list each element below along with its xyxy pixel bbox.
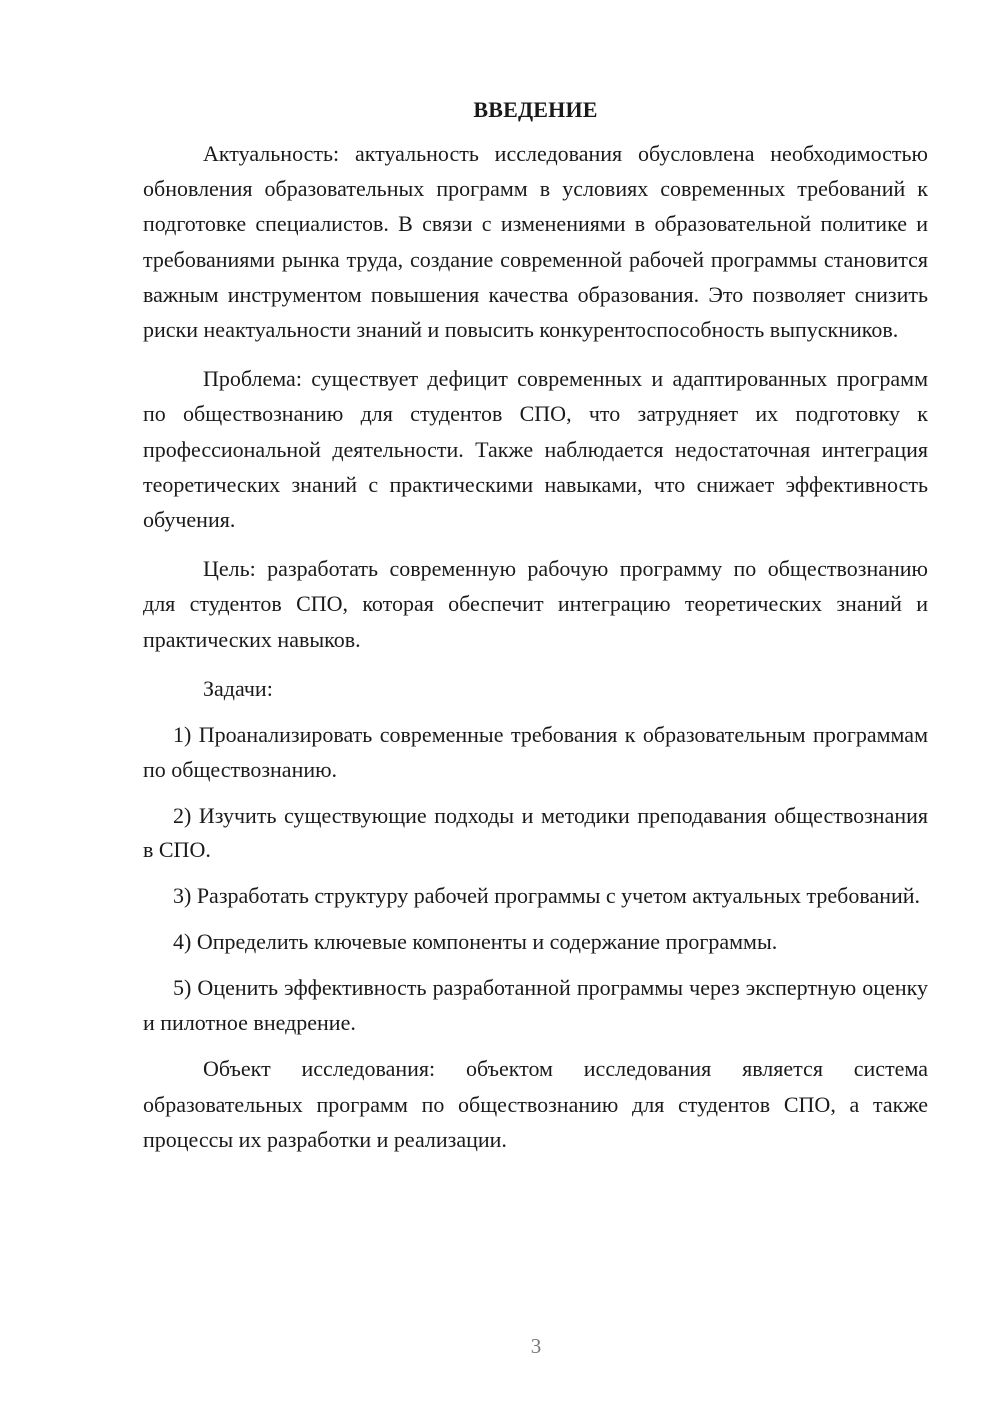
object-paragraph: Объект исследования: объектом исследования является система образовательных программ по обществознанию для студентов СПО, а также процессы их разработки и реализации. [143, 1056, 928, 1152]
page-number: 3 [530, 1334, 542, 1358]
section-heading: ВВЕДЕНИЕ [473, 97, 598, 122]
tasks-label: Задачи: [203, 675, 273, 701]
list-item: 3) Разработать структуру рабочей программы с учетом актуальных требований. [173, 883, 921, 909]
list-item: 1) Проанализировать современные требования к образовательным программам по обществознанию. [143, 722, 928, 782]
goal-paragraph: Цель: разработать современную рабочую программу по обществознанию для студентов СПО, которая обеспечит интеграцию теоретических знаний и практических навыков. [143, 556, 928, 652]
list-item: 2) Изучить существующие подходы и методики преподавания обществознания в СПО. [143, 802, 928, 863]
relevance-paragraph: Актуальность: актуальность исследования обусловлена необходимостью обновления образовательных программ в условиях современных требований к подготовке специалистов. В связи с изменениями в образовательной политике и требованиями рынка труда, создание современной рабочей программы становится важным инструментом повышения качества образования. Это позволяет снизить риски неактуальности знаний и повысить конкурентоспособность выпускников. [143, 141, 928, 343]
problem-paragraph: Проблема: существует дефицит современных и адаптированных программ по обществознанию для студентов СПО, что затрудняет их подготовку к профессиональной деятельности. Также наблюдается недостаточная интеграция теоретических знаний с практическими навыками, что снижает эффективность обучения. [143, 366, 928, 533]
document-page [143, 95, 928, 1171]
list-item: 4) Определить ключевые компоненты и содержание программы. [173, 929, 778, 955]
tasks-list [143, 718, 928, 1040]
list-item: 5) Оценить эффективность разработанной программы через экспертную оценку и пилотное внедрение. [143, 974, 928, 1035]
